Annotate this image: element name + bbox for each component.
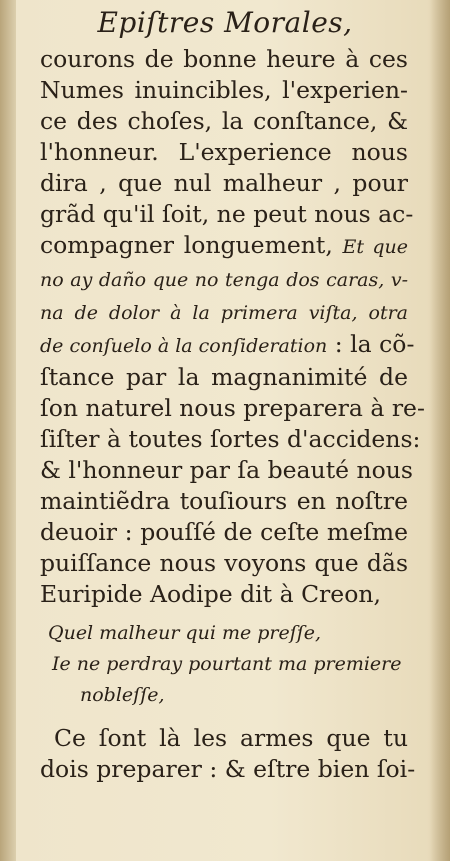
italic-text: no ay daño que no tenga dos caras, v- (40, 269, 408, 291)
roman-text: puiſſance nous voyons que dãs (40, 549, 408, 577)
roman-text: maintiẽdra touſiours en noſtre (40, 487, 408, 515)
roman-text: grãd qu'il ſoit, ne peut nous ac- (40, 200, 414, 228)
roman-text: courons de bonne heure à ces (40, 45, 408, 73)
text-line (40, 75, 408, 106)
roman-text: dira , que nul malheur , pour (40, 169, 408, 197)
text-line (40, 517, 408, 548)
text-line (40, 168, 408, 199)
roman-text: l'honneur. L'experience nous (40, 138, 408, 166)
roman-text: & l'honneur par ſa beauté nous (40, 456, 413, 484)
verse-line: Ie ne perdray pourtant ma premiere (52, 653, 402, 675)
text-line (40, 424, 421, 455)
verse-line: Quel malheur qui me preſſe, (48, 622, 322, 644)
roman-text: compagner longuement, (40, 231, 343, 259)
text-line (40, 362, 408, 393)
text-line (40, 579, 408, 610)
text-line (40, 296, 408, 329)
text-line (40, 455, 413, 486)
italic-text: na de dolor à la primera viſta, otra (40, 302, 408, 324)
text-line (40, 44, 408, 75)
body-text (40, 44, 425, 785)
running-head: Epiſtres Morales, (97, 6, 353, 39)
roman-text: ſtance par la magnanimité de (40, 363, 408, 391)
text-line (40, 137, 408, 168)
page-gutter (0, 0, 16, 861)
page-edge-shadow (428, 0, 450, 861)
italic-text: de conſuelo à la conſideration (40, 335, 328, 357)
roman-text: : la cõ- (327, 330, 415, 358)
text-line (40, 106, 408, 137)
verse-quotation (40, 618, 408, 711)
roman-text: deuoir : pouſſé de ceſte meſme (40, 518, 408, 546)
text-line (40, 486, 408, 517)
roman-text: ce des choſes, la conſtance, & (40, 107, 408, 135)
italic-text: Et que (342, 236, 408, 258)
text-line (40, 329, 415, 362)
text-line (40, 263, 408, 296)
roman-text: Numes inuincibles, l'experien- (40, 76, 408, 104)
roman-text: ſon naturel nous preparera à re- (40, 394, 425, 422)
text-line (40, 230, 408, 263)
text-line: Ce ſont là les armes que tu (54, 724, 408, 752)
text-line (40, 199, 414, 230)
roman-text: ſiſter à toutes ſortes d'accidens: (40, 425, 421, 453)
roman-text: Euripide Aodipe dit à Creon, (40, 580, 381, 608)
text-line: dois preparer : & eſtre bien ſoi- (40, 755, 416, 783)
text-line (40, 548, 408, 579)
main-paragraph (40, 44, 425, 610)
text-line (40, 393, 425, 424)
closing-paragraph (40, 723, 416, 785)
verse-line: nobleſſe, (80, 684, 165, 706)
